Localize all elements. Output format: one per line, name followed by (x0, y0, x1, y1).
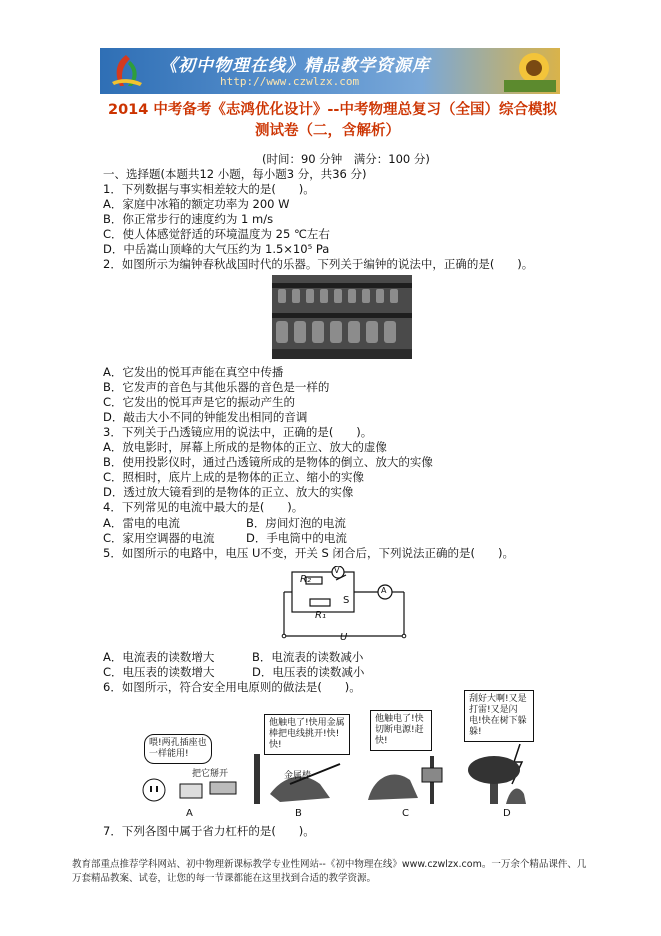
q1-option-d: D．中岳嵩山顶峰的大气压约为 1.5×10⁵ Pa (103, 242, 330, 256)
bianzhong-photo (272, 275, 412, 359)
cartoon-b-label: 金属棒 (284, 771, 312, 781)
q2-stem: 2．如图所示为编钟春秋战国时代的乐器。下列关于编钟的说法中，正确的是( )。 (103, 257, 534, 271)
q3-stem: 3．下列关于凸透镜应用的说法中，正确的是( )。 (103, 425, 373, 439)
q6-stem: 6．如图所示，符合安全用电原则的做法是( )。 (103, 680, 361, 694)
doc-title-line2: 测试卷（二，含解析） (255, 123, 400, 139)
cartoon-a (140, 690, 240, 810)
q4-option-c: C．家用空调器的电流 (103, 531, 215, 545)
doc-title-line1: 2014 中考备考《志鸿优化设计》--中考物理总复习（全国）综合模拟 (108, 102, 557, 118)
cartoon-letter-a: A (186, 808, 193, 819)
cartoon-b-bubble: 他触电了!快用金属棒把电线挑开!快!快! (264, 714, 350, 755)
q3-option-a: A．放电影时，屏幕上所成的是物体的正立、放大的虚像 (103, 440, 387, 454)
q5-option-a: A．电流表的读数增大 (103, 650, 215, 664)
cartoon-a-bubble: 喂!两孔插座也一样能用! (144, 734, 212, 764)
q4-option-d: D．手电筒中的电流 (246, 531, 347, 545)
q2-option-c: C．它发出的悦耳声是它的振动产生的 (103, 395, 296, 409)
q1-option-a: A．家庭中冰箱的额定功率为 200 W (103, 197, 290, 211)
q5-option-b: B．电流表的读数减小 (252, 650, 364, 664)
q4-stem: 4．下列常见的电流中最大的是( )。 (103, 500, 304, 514)
cartoon-d-bubble: 刮好大啊!又是打雷!又是闪电!快在树下躲躲! (464, 690, 534, 742)
q1-option-b: B．你正常步行的速度约为 1 m/s (103, 212, 274, 226)
q7-stem: 7．下列各图中属于省力杠杆的是( )。 (103, 824, 315, 838)
section-heading: 一、选择题(本题共12 小题，每小题3 分，共36 分) (103, 167, 367, 181)
cartoon-c (360, 690, 460, 810)
q4-option-a: A．雷电的电流 (103, 516, 180, 530)
q5-option-d: D．电压表的读数减小 (252, 665, 365, 679)
banner-title: 《初中物理在线》精品教学资源库 (160, 56, 430, 76)
site-banner (100, 48, 560, 94)
q4-option-b: B．房间灯泡的电流 (246, 516, 346, 530)
q5-stem: 5．如图所示的电路中，电压 U不变，开关 S 闭合后，下列说法正确的是( )。 (103, 546, 514, 560)
q3-option-d: D．透过放大镜看到的是物体的正立、放大的实像 (103, 485, 354, 499)
q3-option-c: C．照相时，底片上成的是物体的正立、缩小的实像 (103, 470, 365, 484)
q3-option-b: B．使用投影仪时，通过凸透镜所成的是物体的倒立、放大的实像 (103, 455, 433, 469)
sunflower-icon (504, 50, 556, 92)
cartoon-b (250, 690, 350, 810)
site-logo-icon (106, 52, 146, 90)
q1-stem: 1．下列数据与事实相差较大的是( )。 (103, 182, 315, 196)
cartoon-d (460, 690, 560, 810)
banner-url[interactable]: http://www.czwlzx.com (220, 75, 360, 88)
switch-label: S (343, 595, 350, 606)
r2-label: R₂ (300, 574, 311, 585)
page-footer: 教育部重点推荐学科网站、初中物理新课标教学专业性网站--《初中物理在线》www.czwlzx.com。一万余个精品课件、几万套精品教案、试卷，让您的每一节课都能在这里找到合适的教学资源。 (72, 859, 587, 884)
cartoon-letter-c: C (402, 808, 409, 819)
voltage-label: U (340, 632, 348, 643)
voltmeter-label: V (334, 566, 340, 575)
q2-option-b: B．它发声的音色与其他乐器的音色是一样的 (103, 380, 330, 394)
cartoon-letter-b: B (295, 808, 302, 819)
q1-option-c: C．使人体感觉舒适的环境温度为 25 ℃左右 (103, 227, 330, 241)
q2-option-d: D．敲击大小不同的钟能发出相同的音调 (103, 410, 308, 424)
q5-option-c: C．电压表的读数增大 (103, 665, 215, 679)
cartoon-a-label: 把它掰开 (192, 769, 229, 779)
circuit-diagram (280, 566, 410, 644)
cartoon-letter-d: D (503, 808, 511, 819)
r1-label: R₁ (315, 610, 326, 621)
doc-subtitle: (时间：90 分钟 满分：100 分) (262, 152, 430, 166)
q2-option-a: A．它发出的悦耳声能在真空中传播 (103, 365, 284, 379)
cartoon-c-bubble: 他触电了!快切断电源!赶快! (370, 710, 432, 751)
ammeter-label: A (381, 586, 387, 595)
